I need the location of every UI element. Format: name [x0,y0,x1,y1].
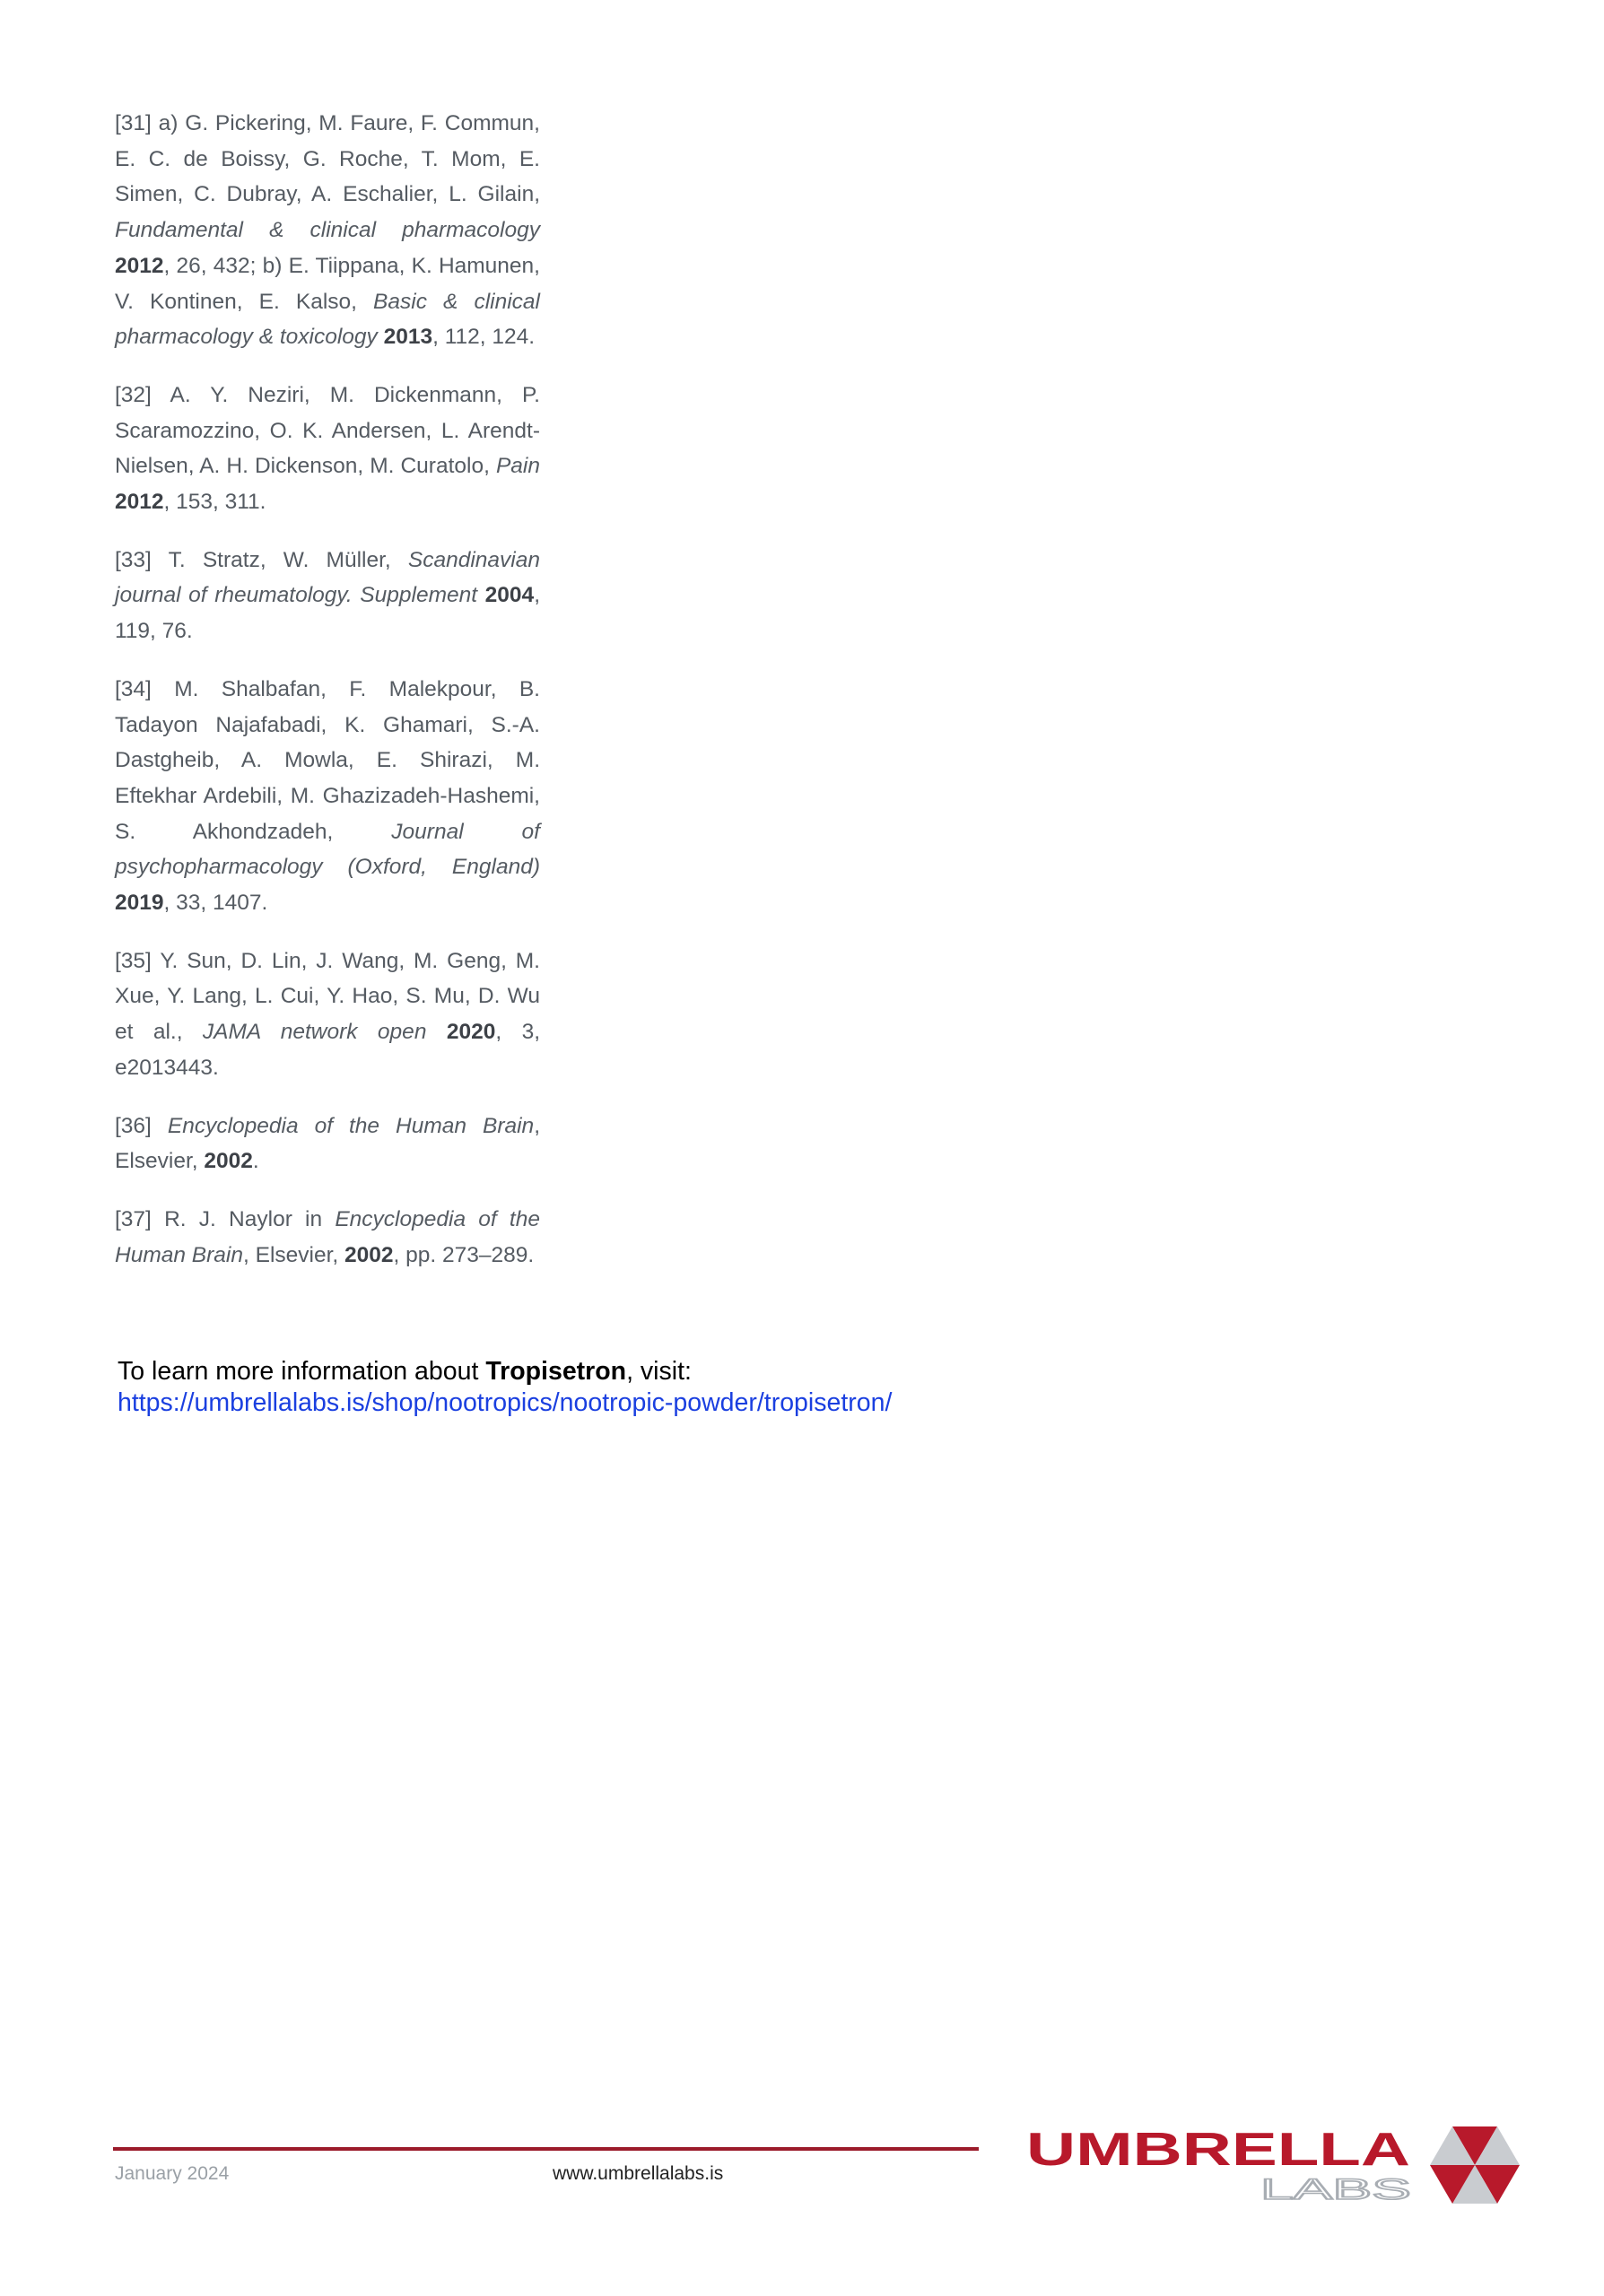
reference-text [378,325,384,349]
reference-text: , Elsevier, [242,1242,344,1267]
reference-year: 2020 [446,1020,496,1045]
reference-text [477,583,485,607]
reference-entry [115,378,540,520]
reference-text: , 153, 311. [163,490,266,515]
reference-year: 2012 [115,490,164,515]
reference-text: , 26, 432; b) E. Tiippana, K. Hamunen, V. Kontinen, E. Kalso, [115,253,540,314]
reference-year: 2002 [204,1149,253,1174]
reference-text: , Elsevier, [115,1113,540,1174]
reference-journal: Scandinavian journal of rheumatology. Supplement [115,547,540,608]
reference-entry [115,1202,540,1273]
reference-text: [32] A. Y. Neziri, M. Dickenmann, P. Scaramozzino, O. K. Andersen, L. Arendt-Nielsen, A. H. Dickenson, M. Curatolo, [115,382,540,479]
reference-text: [34] M. Shalbafan, F. Malekpour, B. Tadayon Najafabadi, K. Ghamari, S.-A. Dastgheib, A. Mowla, E. Shirazi, M. Eftekhar Ardebili, M. Ghazizadeh-Hashemi, S. Akhondzadeh, [115,676,540,844]
reference-text: [33] T. Stratz, W. Müller, [115,547,408,572]
umbrella-labs-logo [1023,2118,1525,2217]
learn-more-prefix: To learn more information about [118,1357,486,1386]
product-name: Tropisetron [485,1357,627,1386]
reference-text: , 112, 124. [432,325,536,350]
product-link[interactable]: https://umbrellalabs.is/shop/nootropics/nootropic-powder/tropisetron/ [118,1388,893,1417]
references-list [115,106,540,1295]
footer-date: January 2024 [115,2163,230,2184]
reference-journal: Fundamental & clinical pharmacology [115,218,540,243]
reference-journal: Pain [495,454,540,479]
reference-text: , 33, 1407. [163,891,268,916]
reference-text: [35] Y. Sun, D. Lin, J. Wang, M. Geng, M. Xue, Y. Lang, L. Cui, Y. Hao, S. Mu, D. Wu et al., [115,948,540,1045]
umbrella-mark-icon [1430,2126,1520,2204]
reference-text [426,1020,446,1044]
reference-year: 2013 [383,325,433,350]
reference-journal: Journal of psychopharmacology (Oxford, England) [115,819,540,880]
reference-journal: Encyclopedia of the Human Brain [167,1113,535,1138]
reference-year: 2004 [484,583,535,608]
learn-more-line [118,1356,892,1387]
reference-journal: Encyclopedia of the Human Brain [115,1206,540,1267]
reference-entry [115,106,540,355]
reference-text: [36] [115,1113,168,1138]
reference-text: , pp. 273–289. [393,1242,535,1267]
learn-more-block [118,1356,892,1419]
reference-journal: Basic & clinical pharmacology & toxicology [115,289,540,350]
reference-entry [115,672,540,921]
learn-more-suffix: , visit: [626,1357,692,1386]
logo-sub: LABS [1260,2173,1411,2205]
reference-year: 2012 [115,253,164,278]
reference-entry [115,543,540,649]
reference-text: [37] R. J. Naylor in [115,1206,336,1231]
reference-journal: JAMA network open [202,1020,427,1045]
reference-text: , 3, e2013443. [115,1020,541,1080]
footer-rule [113,2147,979,2151]
reference-year: 2002 [344,1242,394,1267]
footer-website: www.umbrellalabs.is [553,2163,724,2184]
reference-entry [115,1109,540,1179]
reference-entry [115,944,540,1086]
reference-text: [31] a) G. Pickering, M. Faure, F. Commun, E. C. de Boissy, G. Roche, T. Mom, E. Simen, C. Dubray, A. Eschalier, L. Gilain, [115,111,540,207]
reference-text: . [252,1149,259,1174]
reference-year: 2019 [115,891,164,916]
reference-text: , 119, 76. [115,583,540,644]
logo-word: UMBRELLA [1026,2124,1410,2176]
